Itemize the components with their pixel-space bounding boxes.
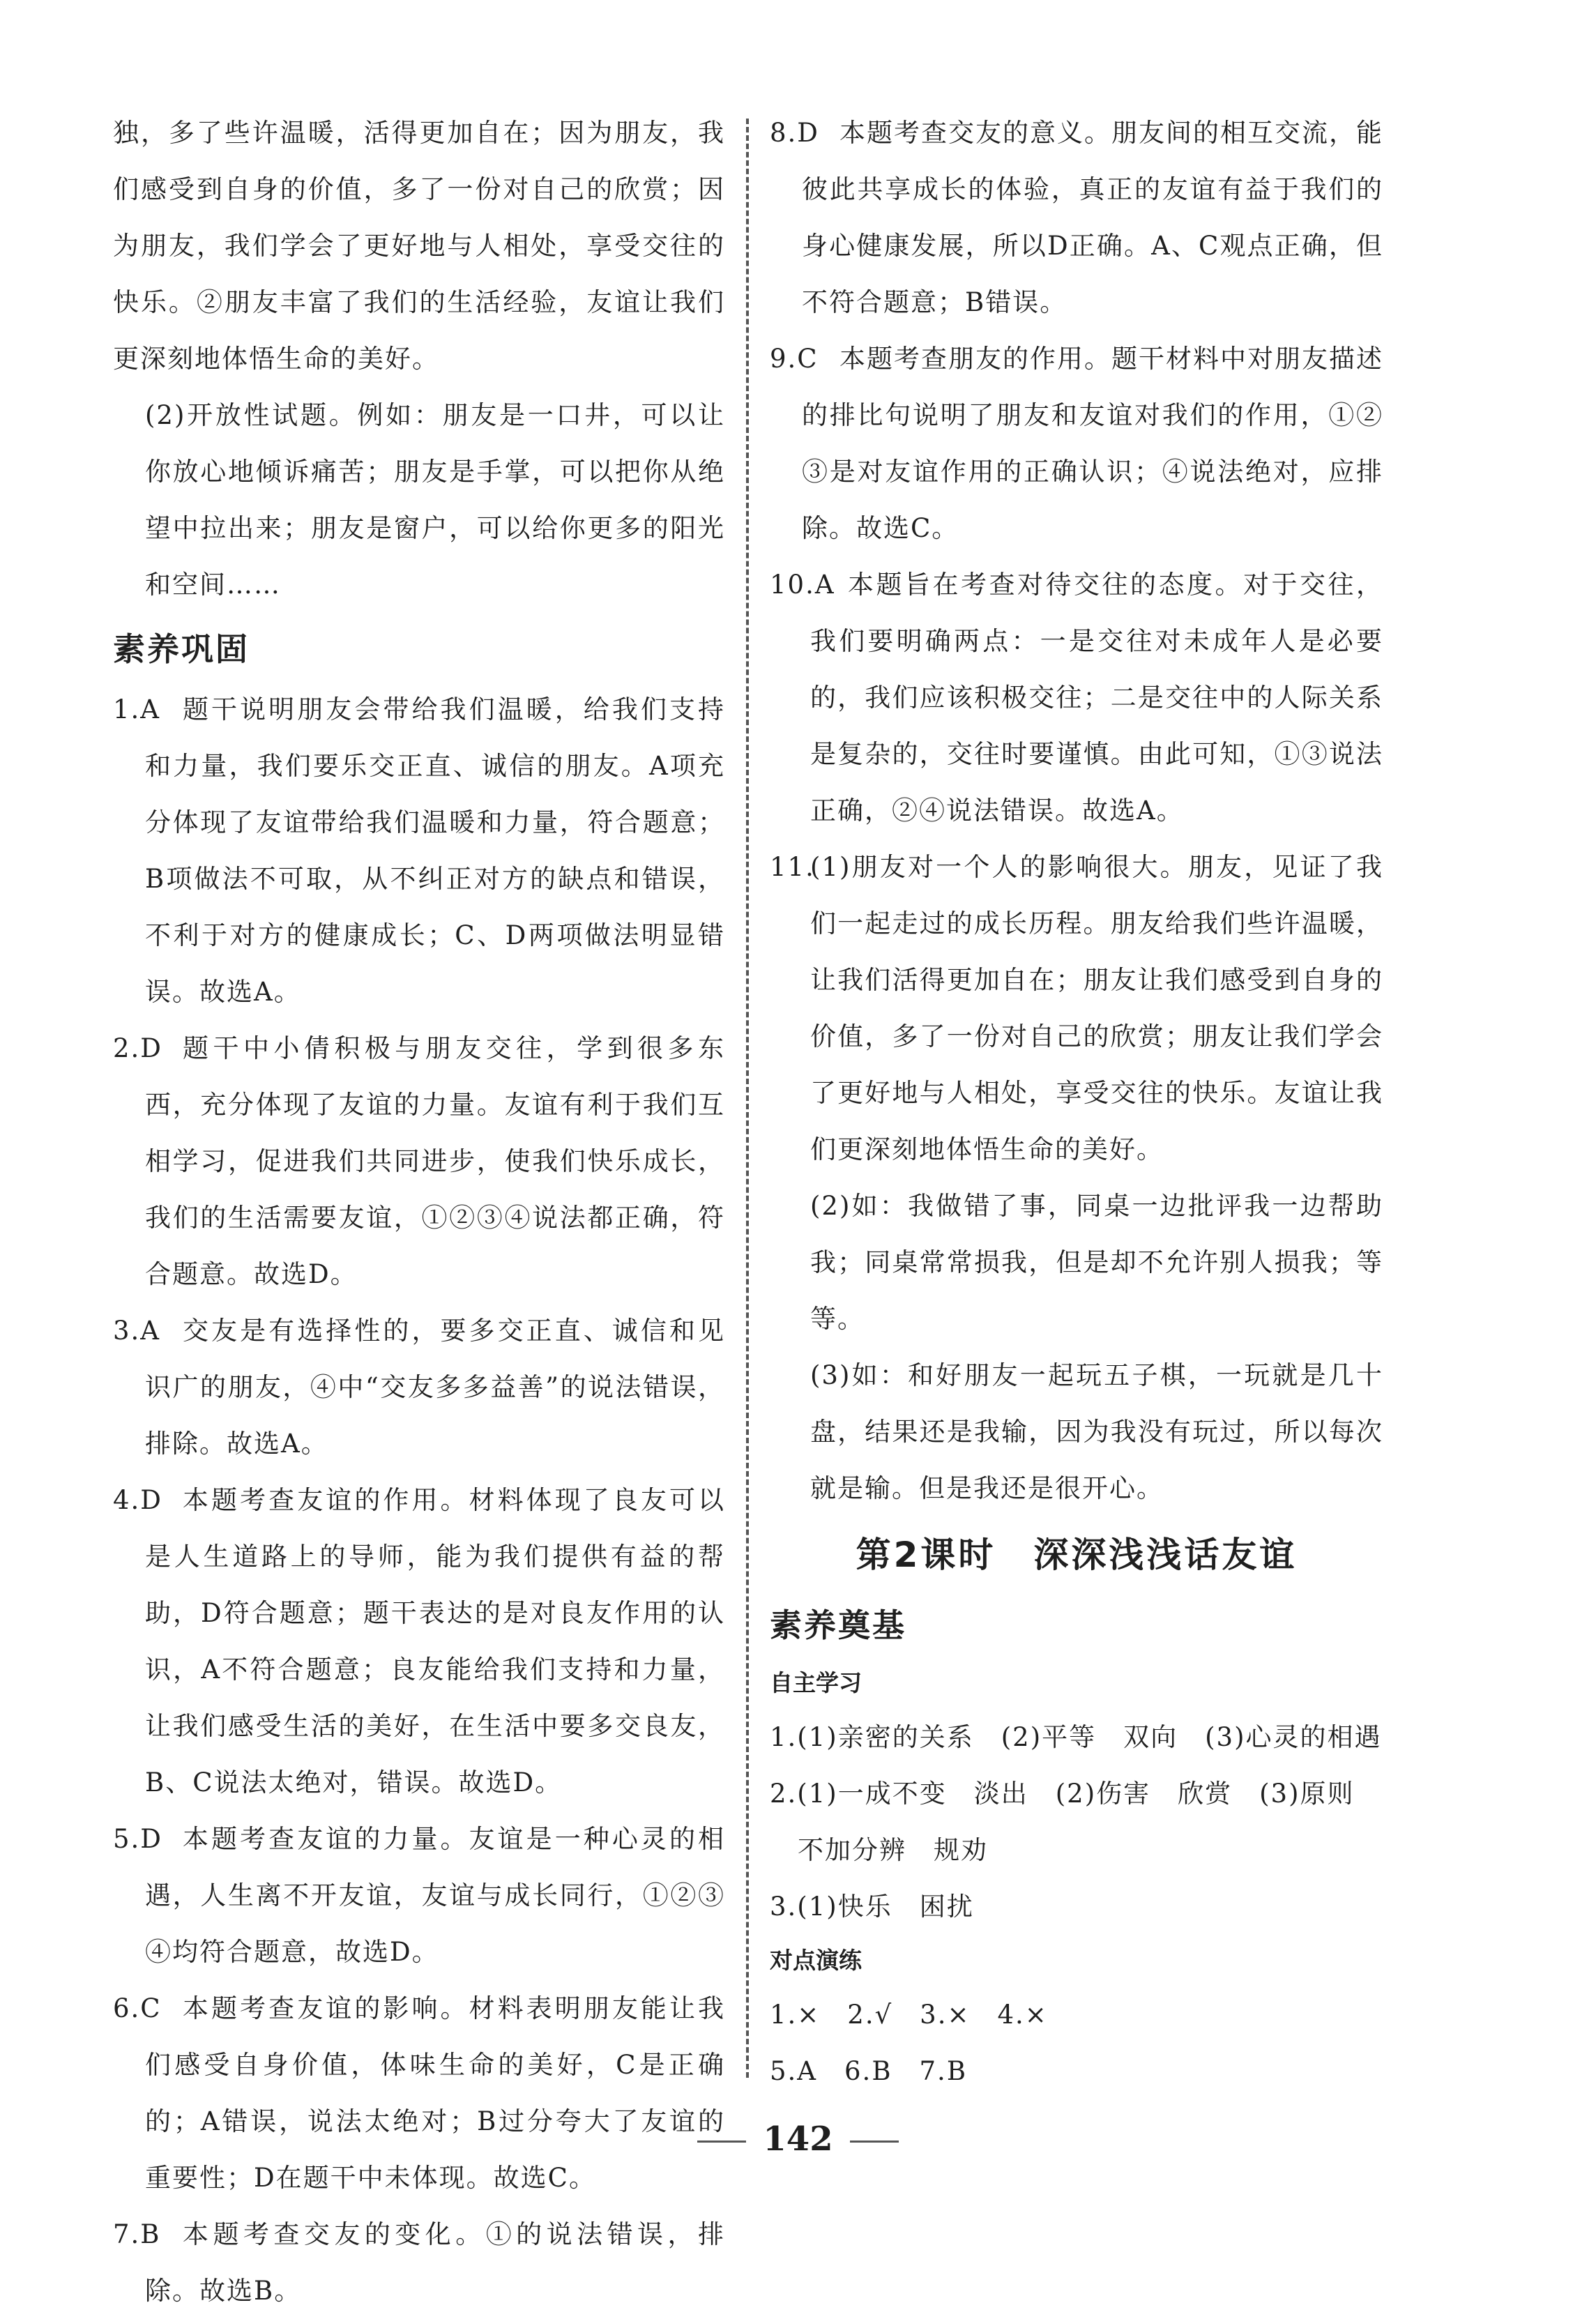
answer-11-part-2: (2)如：我做错了事，同桌一边批评我一边帮助我；同桌常常损我，但是却不允许别人损我；等等。 [810,1191,1383,1334]
answer-item-6 [113,1980,725,2206]
section-title-foundation: 素养奠基 [770,1606,906,1644]
answer-number: 8.D [770,118,819,148]
column-divider [746,119,749,2078]
right-column [770,105,1383,2099]
answer-item-2 [113,1020,725,1302]
answer-item-10 [770,556,1383,839]
page-number-value: 142 [763,2120,833,2159]
page-number-dash-right [850,2141,899,2143]
answer-item-4 [113,1472,725,1811]
answer-number: 9.C [770,344,819,374]
open-question-answer: (2)开放性试题。例如：朋友是一口井，可以让你放心地倾诉痛苦；朋友是手掌，可以把你从绝望中拉出来；朋友是窗户，可以给你更多的阳光和空间…… [145,400,725,600]
answer-number: 11. [770,852,815,882]
answer-text: 本题考查交友的变化。①的说法错误，排除。故选B。 [145,2219,725,2306]
page-number-dash-left [697,2141,746,2143]
lesson-title: 第2课时 深深浅浅话友谊 [856,1535,1298,1575]
answer-number: 10.A [770,570,835,600]
answer-number: 6.C [113,1993,162,2023]
answer-number: 2.D [113,1033,162,1063]
answer-item-5 [113,1811,725,1980]
answer-text: 本题旨在考查对待交往的态度。对于交往，我们要明确两点：一是交往对未成年人是必要的，我们应该积极交往；二是交往中的人际关系是复杂的，交往时要谨慎。由此可知，①③说法正确，②④说法错误。故选A。 [810,570,1383,826]
left-column [113,105,725,2319]
answer-number: 1.A [113,694,161,724]
answer-item-8 [770,105,1383,330]
answer-item-3 [113,1302,725,1472]
answer-text-part-1: (1)朋友对一个人的影响很大。朋友，见证了我们一起走过的成长历程。朋友给我们些许温暖，让我们活得更加自在；朋友让我们感受到自身的价值，多了一份对自己的欣赏；朋友让我们学会了更好地与人相处，享受交往的快乐。友谊让我们更深刻地体悟生命的美好。 [810,852,1383,1164]
answer-number: 7.B [113,2219,161,2249]
answer-text: 题干说明朋友会带给我们温暖，给我们支持和力量，我们要乐交正直、诚信的朋友。A项充分体现了友谊带给我们温暖和力量，符合题意；B项做法不可取，从不纠正对方的缺点和错误，不利于对方的健康成长；C、D两项做法明显错误。故选A。 [145,694,725,1007]
subsection-self-study: 自主学习 [770,1669,862,1696]
answer-text: 本题考查友谊的作用。材料体现了良友可以是人生道路上的导师，能为我们提供有益的帮助，D符合题意；题干表达的是对良友作用的认识，A不符合题意；良友能给我们支持和力量，让我们感受生活的美好，在生活中要多交良友，B、C说法太绝对，错误。故选D。 [145,1485,725,1797]
self-study-line-3: 不加分辨 规劝 [798,1835,988,1865]
answer-text: 交友是有选择性的，要多交正直、诚信和见识广的朋友，④中“交友多多益善”的说法错误，排除。故选A。 [145,1316,725,1459]
answer-text: 本题考查友谊的力量。友谊是一种心灵的相遇，人生离不开友谊，友谊与成长同行，①②③④均符合题意，故选D。 [145,1824,725,1967]
answer-11-part-3: (3)如：和好朋友一起玩五子棋，一玩就是几十盘，结果还是我输，因为我没有玩过，所以每次就是输。但是我还是很开心。 [810,1360,1383,1503]
subsection-practice: 对点演练 [770,1947,862,1974]
answer-text: 本题考查友谊的影响。材料表明朋友能让我们感受自身价值，体味生命的美好，C是正确的；A错误，说法太绝对；B过分夸大了友谊的重要性；D在题干中未体现。故选C。 [145,1993,725,2193]
answer-item-1 [113,681,725,1020]
self-study-line-1: 1.(1)亲密的关系 (2)平等 双向 (3)心灵的相遇 [770,1722,1382,1752]
practice-line-1: 1.× 2.√ 3.× 4.× [770,2000,1048,2030]
answer-item-7 [113,2206,725,2319]
section-title-consolidation: 素养巩固 [113,630,250,668]
continued-paragraph: 独，多了些许温暖，活得更加自在；因为朋友，我们感受到自身的价值，多了一份对自己的欣赏；因为朋友，我们学会了更好地与人相处，享受交往的快乐。②朋友丰富了我们的生活经验，友谊让我们更深刻地体悟生命的美好。 [113,118,725,374]
answer-text: 本题考查朋友的作用。题干材料中对朋友描述的排比句说明了朋友和友谊对我们的作用，①②③是对友谊作用的正确认识；④说法绝对，应排除。故选C。 [802,344,1383,543]
page-number [0,2120,1596,2159]
answer-number: 4.D [113,1485,162,1515]
answer-text: 题干中小倩积极与朋友交往，学到很多东西，充分体现了友谊的力量。友谊有利于我们互相学习，促进我们共同进步，使我们快乐成长，我们的生活需要友谊，①②③④说法都正确，符合题意。故选D。 [145,1033,725,1289]
self-study-line-4: 3.(1)快乐 困扰 [770,1892,974,1922]
answer-number: 5.D [113,1824,162,1854]
self-study-line-2: 2.(1)一成不变 淡出 (2)伤害 欣赏 (3)原则 [770,1779,1355,1809]
answer-number: 3.A [113,1316,161,1346]
answer-text: 本题考查交友的意义。朋友间的相互交流，能彼此共享成长的体验，真正的友谊有益于我们的身心健康发展，所以D正确。A、C观点正确，但不符合题意；B错误。 [802,118,1383,317]
answer-item-9 [770,330,1383,556]
practice-line-2: 5.A 6.B 7.B [770,2056,968,2086]
answer-item-11 [770,839,1383,1178]
